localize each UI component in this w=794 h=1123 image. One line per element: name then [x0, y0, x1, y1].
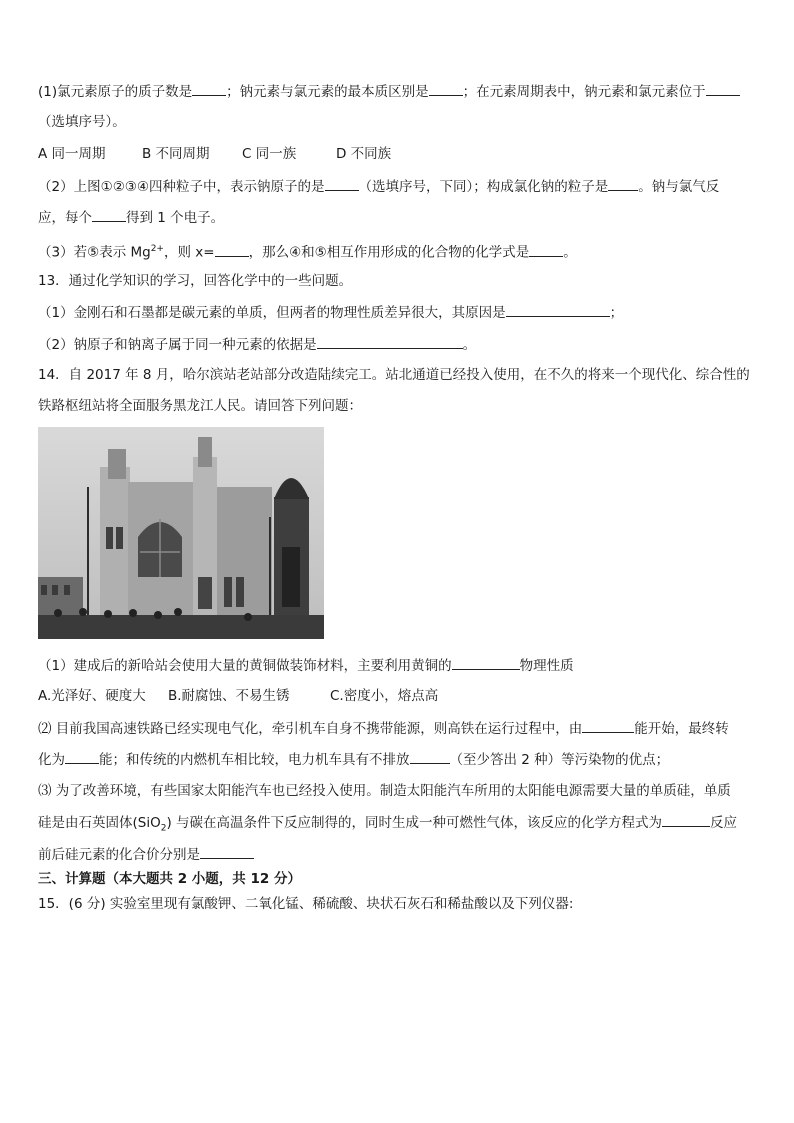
answer-blank[interactable] — [429, 82, 463, 96]
q12-sub2-line1: （2）上图①②③④四种粒子中，表示钠原子的是 （选填序号，下同）；构成氯化钠的粒子是 。钠与氯气反 — [38, 179, 720, 195]
answer-blank[interactable] — [452, 656, 520, 670]
q14-sub1-options — [38, 687, 438, 705]
answer-blank[interactable] — [325, 177, 359, 191]
answer-blank[interactable] — [192, 82, 226, 96]
answer-blank[interactable] — [65, 750, 99, 764]
q12-sub1-line2: （选填序号）。 — [38, 114, 126, 130]
answer-blank[interactable] — [410, 750, 450, 764]
option-c: C.密度小，熔点高 — [330, 688, 439, 704]
q12-sub2-line2: 应，每个 得到 1 个电子。 — [38, 210, 225, 226]
option-a: A.光泽好、硬度大 — [38, 688, 146, 704]
q14-sub3-line3: 前后硅元素的化合价分别是 — [38, 845, 254, 864]
q14-sub3-line2: 硅是由石英固体(SiO$_2$) 与碳在高温条件下反应制得的，同时生成一种可燃性气体，该反应的化学方程式为 反应 — [38, 815, 738, 834]
answer-blank[interactable] — [706, 82, 740, 96]
harbin-station-photo — [38, 427, 324, 639]
answer-blank[interactable] — [662, 813, 710, 827]
station-photo-illustration — [38, 427, 324, 639]
q14-sub2-line1: ⑵ 目前我国高速铁路已经实现电气化，牵引机车自身不携带能源，则高铁在运行过程中，由 能开始，最终转 — [38, 721, 729, 737]
answer-blank[interactable] — [529, 243, 563, 257]
section-heading: 三、计算题（本大题共 2 小题，共 12 分） — [38, 871, 301, 887]
q14-sub2-line2: 化为 能；和传统的内燃机车相比较，电力机车具有不排放 （至少答出 2 种）等污染物的优点； — [38, 752, 670, 768]
option-c: C 同一族 — [242, 146, 297, 162]
answer-blank[interactable] — [92, 208, 126, 222]
option-d: D 不同族 — [336, 146, 392, 162]
q12-options — [38, 145, 391, 163]
q13-stem: 13．通过化学知识的学习，回答化学中的一些问题。 — [38, 273, 353, 289]
q14-sub1-line: （1）建成后的新哈站会使用大量的黄铜做装饰材料，主要利用黄铜的 物理性质 — [38, 658, 574, 674]
q13-sub1-line: （1）金刚石和石墨都是碳元素的单质，但两者的物理性质差异很大，其原因是 ； — [38, 305, 624, 321]
q14-stem-line1: 14．自 2017 年 8 月，哈尔滨站老站部分改造陆续完工。站北通道已经投入使用，在不久的将来一个现代化、综合性的 — [38, 367, 750, 383]
answer-blank[interactable] — [608, 177, 638, 191]
answer-blank[interactable] — [317, 335, 463, 349]
answer-blank[interactable] — [506, 303, 610, 317]
q12-sub3-line: （3）若⑤表示 $Mg^{2+}$，则 x= ，那么④和⑤相互作用形成的化合物的化学式是 。 — [38, 244, 577, 261]
option-b: B 不同周期 — [142, 146, 210, 162]
q12-sub1-line: (1)氯元素原子的质子数是 ；钠元素与氯元素的最本质区别是 ；在元素周期表中，钠元素和氯元素位于 — [38, 82, 740, 101]
option-b: B.耐腐蚀、不易生锈 — [168, 688, 290, 704]
option-a: A 同一周期 — [38, 146, 106, 162]
answer-blank[interactable] — [582, 719, 634, 733]
q15-stem: 15．(6 分) 实验室里现有氯酸钾、二氧化锰、稀硫酸、块状石灰石和稀盐酸以及下列仪器: — [38, 896, 574, 912]
q14-sub3-line1: ⑶ 为了改善环境，有些国家太阳能汽车也已经投入使用。制造太阳能汽车所用的太阳能电源需要大量的单质硅，单质 — [38, 783, 731, 799]
answer-blank[interactable] — [200, 845, 254, 859]
answer-blank[interactable] — [215, 243, 249, 257]
q14-stem-line2: 铁路枢纽站将全面服务黑龙江人民。请回答下列问题： — [38, 398, 362, 414]
q13-sub2-line: （2）钠原子和钠离子属于同一种元素的依据是 。 — [38, 337, 477, 353]
